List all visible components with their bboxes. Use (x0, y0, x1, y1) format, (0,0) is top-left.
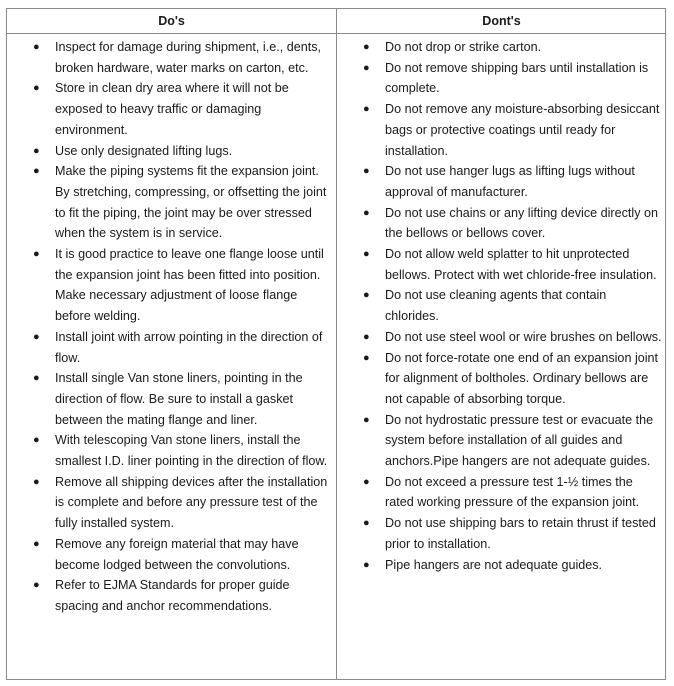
dos-item (33, 534, 333, 575)
dos-item (33, 368, 333, 430)
donts-item (363, 513, 663, 554)
bullet-icon: ● (363, 165, 370, 178)
bullet-icon: ● (33, 330, 40, 343)
bullet-icon: ● (33, 434, 40, 447)
donts-item-text: Do not hydrostatic pressure test or evacuate the system before installation of all guides and anchors.Pipe hangers are not adequate guides. (385, 412, 654, 469)
donts-item (363, 555, 663, 576)
bullet-icon: ● (363, 558, 370, 571)
bullet-icon: ● (33, 579, 40, 592)
donts-item-text: Do not remove shipping bars until installation is complete. (385, 60, 649, 96)
dos-item (33, 575, 333, 616)
donts-item (363, 285, 663, 326)
donts-item-text: Do not use hanger lugs as lifting lugs without approval of manufacturer. (385, 164, 635, 199)
dos-item-text: Refer to EJMA Standards for proper guide spacing and anchor recommendations. (55, 578, 290, 613)
dos-item (33, 244, 333, 327)
bullet-icon: ● (363, 248, 370, 261)
dos-list (33, 37, 333, 617)
donts-item-text: Do not allow weld splatter to hit unprotected bellows. Protect with wet chloride-free insulation. (385, 247, 657, 282)
donts-item-text: Do not remove any moisture-absorbing desiccant bags or protective coatings until ready for installation. (385, 102, 660, 158)
column-divider (336, 9, 337, 679)
dos-item-text: Remove all shipping devices after the installation is complete and before any pressure test of the fully installed system. (55, 474, 328, 531)
donts-item (363, 161, 663, 202)
donts-header: Dont's (482, 14, 521, 28)
bullet-icon: ● (363, 475, 370, 488)
bullet-icon: ● (33, 248, 40, 261)
donts-item-text: Pipe hangers are not adequate guides. (385, 557, 603, 572)
donts-item (363, 244, 663, 285)
dos-item-text: Make the piping systems fit the expansion joint. By stretching, compressing, or offsetting the joint to fit the piping, the joint may be over stressed when the system is in service. (55, 164, 327, 241)
donts-item (363, 37, 663, 58)
bullet-icon: ● (363, 206, 370, 219)
bullet-icon: ● (363, 330, 370, 343)
dos-item-text: Remove any foreign material that may have become lodged between the convolutions. (55, 536, 299, 572)
bullet-icon: ● (33, 144, 40, 157)
bullet-icon: ● (363, 351, 370, 364)
dos-item-text: Inspect for damage during shipment, i.e., dents, broken hardware, water marks on carton, etc. (55, 40, 322, 75)
bullet-icon: ● (363, 103, 370, 116)
dos-item-text: Use only designated lifting lugs. (55, 143, 233, 158)
bullet-icon: ● (363, 61, 370, 74)
dos-item-text: Install joint with arrow pointing in the direction of flow. (55, 329, 323, 365)
donts-item (363, 327, 663, 348)
dos-item-text: It is good practice to leave one flange loose until the expansion joint has been fitted into position. Make necessary adjustment of loose flange before welding. (55, 247, 324, 324)
bullet-icon: ● (363, 413, 370, 426)
donts-item (363, 348, 663, 410)
donts-item (363, 410, 663, 472)
bullet-icon: ● (33, 41, 40, 53)
dos-item (33, 141, 333, 162)
donts-list (363, 37, 663, 575)
bullet-icon: ● (363, 517, 370, 530)
donts-item-text: Do not force-rotate one end of an expansion joint for alignment of boltholes. Ordinary bellows are not capable of absorbing torque. (385, 350, 659, 406)
dos-item (33, 161, 333, 244)
bullet-icon: ● (33, 537, 40, 550)
header-divider (7, 33, 665, 34)
donts-item-text: Do not drop or strike carton. (385, 40, 542, 54)
dos-item-text: Store in clean dry area where it will not be exposed to heavy traffic or damaging environment. (55, 81, 289, 137)
dos-donts-table (6, 8, 666, 680)
donts-item-text: Do not use chains or any lifting device directly on the bellows or bellows cover. (385, 205, 659, 241)
donts-item (363, 203, 663, 244)
dos-item-text: With telescoping Van stone liners, install the smallest I.D. liner pointing in the direction of flow. (55, 433, 328, 469)
dos-item (33, 430, 333, 471)
donts-item (363, 99, 663, 161)
bullet-icon: ● (33, 372, 40, 385)
donts-item-text: Do not use steel wool or wire brushes on bellows. (385, 329, 662, 344)
donts-item (363, 58, 663, 99)
donts-item-text: Do not exceed a pressure test 1-½ times the rated working pressure of the expansion joint. (385, 474, 640, 510)
dos-header: Do's (158, 14, 185, 28)
donts-item (363, 472, 663, 513)
dos-item (33, 472, 333, 534)
donts-item-text: Do not use cleaning agents that contain chlorides. (385, 288, 607, 324)
bullet-icon: ● (33, 165, 40, 178)
bullet-icon: ● (363, 289, 370, 302)
dos-item (33, 37, 333, 78)
dos-item (33, 78, 333, 140)
donts-item-text: Do not use shipping bars to retain thrust if tested prior to installation. (385, 516, 656, 551)
dos-item (33, 327, 333, 368)
bullet-icon: ● (363, 41, 370, 53)
bullet-icon: ● (33, 475, 40, 488)
dos-item-text: Install single Van stone liners, pointing in the direction of flow. Be sure to install a gasket between the mating flange and liner. (55, 371, 303, 427)
bullet-icon: ● (33, 82, 40, 95)
